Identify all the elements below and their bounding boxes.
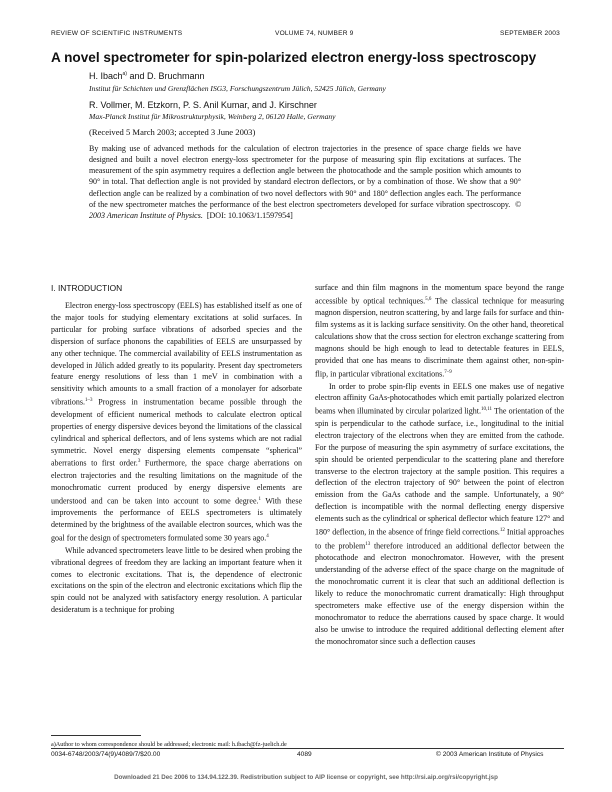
paragraph: surface and thin film magnons in the momentum space beyond the range accessible by optical techniques.$^{5,6}$ The classical technique for measuring magnon dispersion, neutron scattering, by and large fails for surface and thin-film systems as it is lacking surface sensitivity. On the other hand, theoretical calculations show that the cross section for electron exchange scattering from magnons should be high enough to lead to detectable features in EELS, provided that one has means to discriminate them against other, non-spin-flip, in particular vibrational excitations.$^{7-9}$	[315, 283, 565, 379]
volume-number: VOLUME 74, NUMBER 9	[275, 30, 354, 37]
left-column	[51, 300, 302, 616]
paragraph: Electron energy-loss spectroscopy (EELS) has established itself as one of the major tools for studying elementary excitations at solid surfaces. In particular for probing surface vibrations of adsorbed species and the dispersion of surface phonons the capabilities of EELS are unsurpassed by any other technique. The commercial availability of EELS instrumentation as developed in Jülich added greatly to its popularity. Present day spectrometers feature energy resolutions of less than 1 meV in combination with a sensitivity which amounts to a small fraction of a monolayer for adsorbate vibrations.$^{1-3}$ Progress in instrumentation became possible through the development of efficient numerical methods to calculate electron optical properties of energy dispersive devices beyond the limitations of the classical cylindrical and spherical deflectors, and of lens systems which are not radial symmetric. Novel energy dispersing elements compensate “spherical” aberrations to first order.$^3$ Furthermore, the space charge aberrations on electron trajectories and the resulting limitations on the magnitude of the monochromatic current produced by energy dispersive elements are understood and can be taken into account to some degree.$^1$ With these improvements the performance of EELS spectrometers is ultimately determined by the brightness of the available electron sources, which was the goal for the design of spectrometers formulated some 30 years ago.$^4$	[51, 301, 303, 543]
received-dates: (Received 5 March 2003; accepted 3 June 2003)	[89, 127, 256, 137]
affiliation-1: Institut für Schichten und Grenzflächen ISG3, Forschungszentrum Jülich, 52425 Jülich, Germany	[89, 84, 386, 93]
doi: [DOI: 10.1063/1.1597954]	[206, 210, 293, 220]
authors-first: H. Ibach	[89, 71, 123, 81]
affiliation-2: Max-Planck Institut für Mikrostrukturphysik, Weinberg 2, 06120 Halle, Germany	[89, 112, 336, 121]
paper-title: A novel spectrometer for spin-polarized electron energy-loss spectroscopy	[51, 50, 537, 65]
issn-code: 0034-6748/2003/74(9)/4089/7/$20.00	[51, 751, 161, 758]
author-line-1	[89, 71, 205, 81]
right-column	[315, 282, 564, 647]
footnote-rule	[51, 735, 141, 736]
paragraph: While advanced spectrometers leave little to be desired when probing the vibrational degrees of freedom they are lacking an important feature when it comes to electronic excitations. That is, the dependence of electronic excitations on the spin of the electron and electronic excitations which flip the spin could not be analyzed with satisfactory energy resolution. A particular desideratum is a technique for probing	[51, 545, 302, 615]
page-number: 4089	[297, 751, 312, 758]
authors-first-rest: and D. Bruchmann	[126, 71, 205, 81]
section-heading: I. INTRODUCTION	[51, 283, 123, 293]
abstract-copyright: © 2003 American Institute of Physics.	[89, 199, 522, 220]
author-footnote-mark: a)	[122, 71, 127, 77]
copyright-notice: © 2003 American Institute of Physics	[436, 751, 544, 758]
author-line-2: R. Vollmer, M. Etzkorn, P. S. Anil Kumar, and J. Kirschner	[89, 100, 317, 110]
abstract-text: By making use of advanced methods for the calculation of electron trajectories in the presence of space charge fields we have designed and built a novel electron energy-loss spectrometer for the purpose of measuring spin flip excitations at surfaces. The measurement of the spin asymmetry requires a deflection angle between the photocathode and the sample position which amounts to 90° in total. That deflection angle is not provided by standard electron deflectors, or by a combination of those. We show that a 90° deflection angle can be realized by a combination of two novel deflectors with 90° and 180° deflection angles each. The performance of the new spectrometer matches the performance of the best electron spectrometers developed for surface vibration spectroscopy.	[89, 144, 521, 209]
abstract	[89, 143, 521, 221]
footnote: a)Author to whom correspondence should be addressed; electronic mail: h.ibach@fz-juelich.de	[51, 741, 287, 748]
download-notice: Downloaded 21 Dec 2006 to 134.94.122.39. Redistribution subject to AIP license or copyright, see http://rsi.aip.org/rsi/copyright.jsp	[114, 774, 498, 781]
issue-date: SEPTEMBER 2003	[500, 30, 560, 37]
journal-name: REVIEW OF SCIENTIFIC INSTRUMENTS	[51, 30, 183, 37]
bottom-rule	[51, 748, 564, 749]
paragraph: In order to probe spin-flip events in EELS one makes use of negative electron affinity GaAs-photocathodes which emit partially polarized electron beams when illuminated by circular polarized light.$^{10,11}$ The orientation of the spin is perpendicular to the cathode surface, i.e., longitudinal to the initial electron trajectory of the electrons when they are emitted from the cathode. For the purpose of measuring the spin asymmetry of surface excitations, the spin should be oriented perpendicular to the scattering plane and therefore transverse to the electron trajectory at the sample position. This requires a deflection of the electron trajectory of 90° between the point of electron emission from the GaAs cathode and the sample. Unfortunately, a 90° deflection is incompatible with the normal deflecting energy dispersive elements such as the cylindrical or spherical deflector which feature 127° and 180° deflection, in the absence of fringe field corrections.$^{12}$ Initial approaches to the problem$^{13}$ therefore introduced an additional deflector between the photocathode and electron monochromator. However, with the present understanding of the adverse effect of the space charge on the magnitude of the monochromatic current it is clear that such an additional deflection is likely to reduce the monochromatic current dramatically: High throughput spectrometers make effective use of the energy dispersion within the monochromator to reduce the aberrations caused by space charge. It would also be unwise to introduce the required additional deflecting element after the monochromator since such a deflection causes	[315, 381, 565, 646]
